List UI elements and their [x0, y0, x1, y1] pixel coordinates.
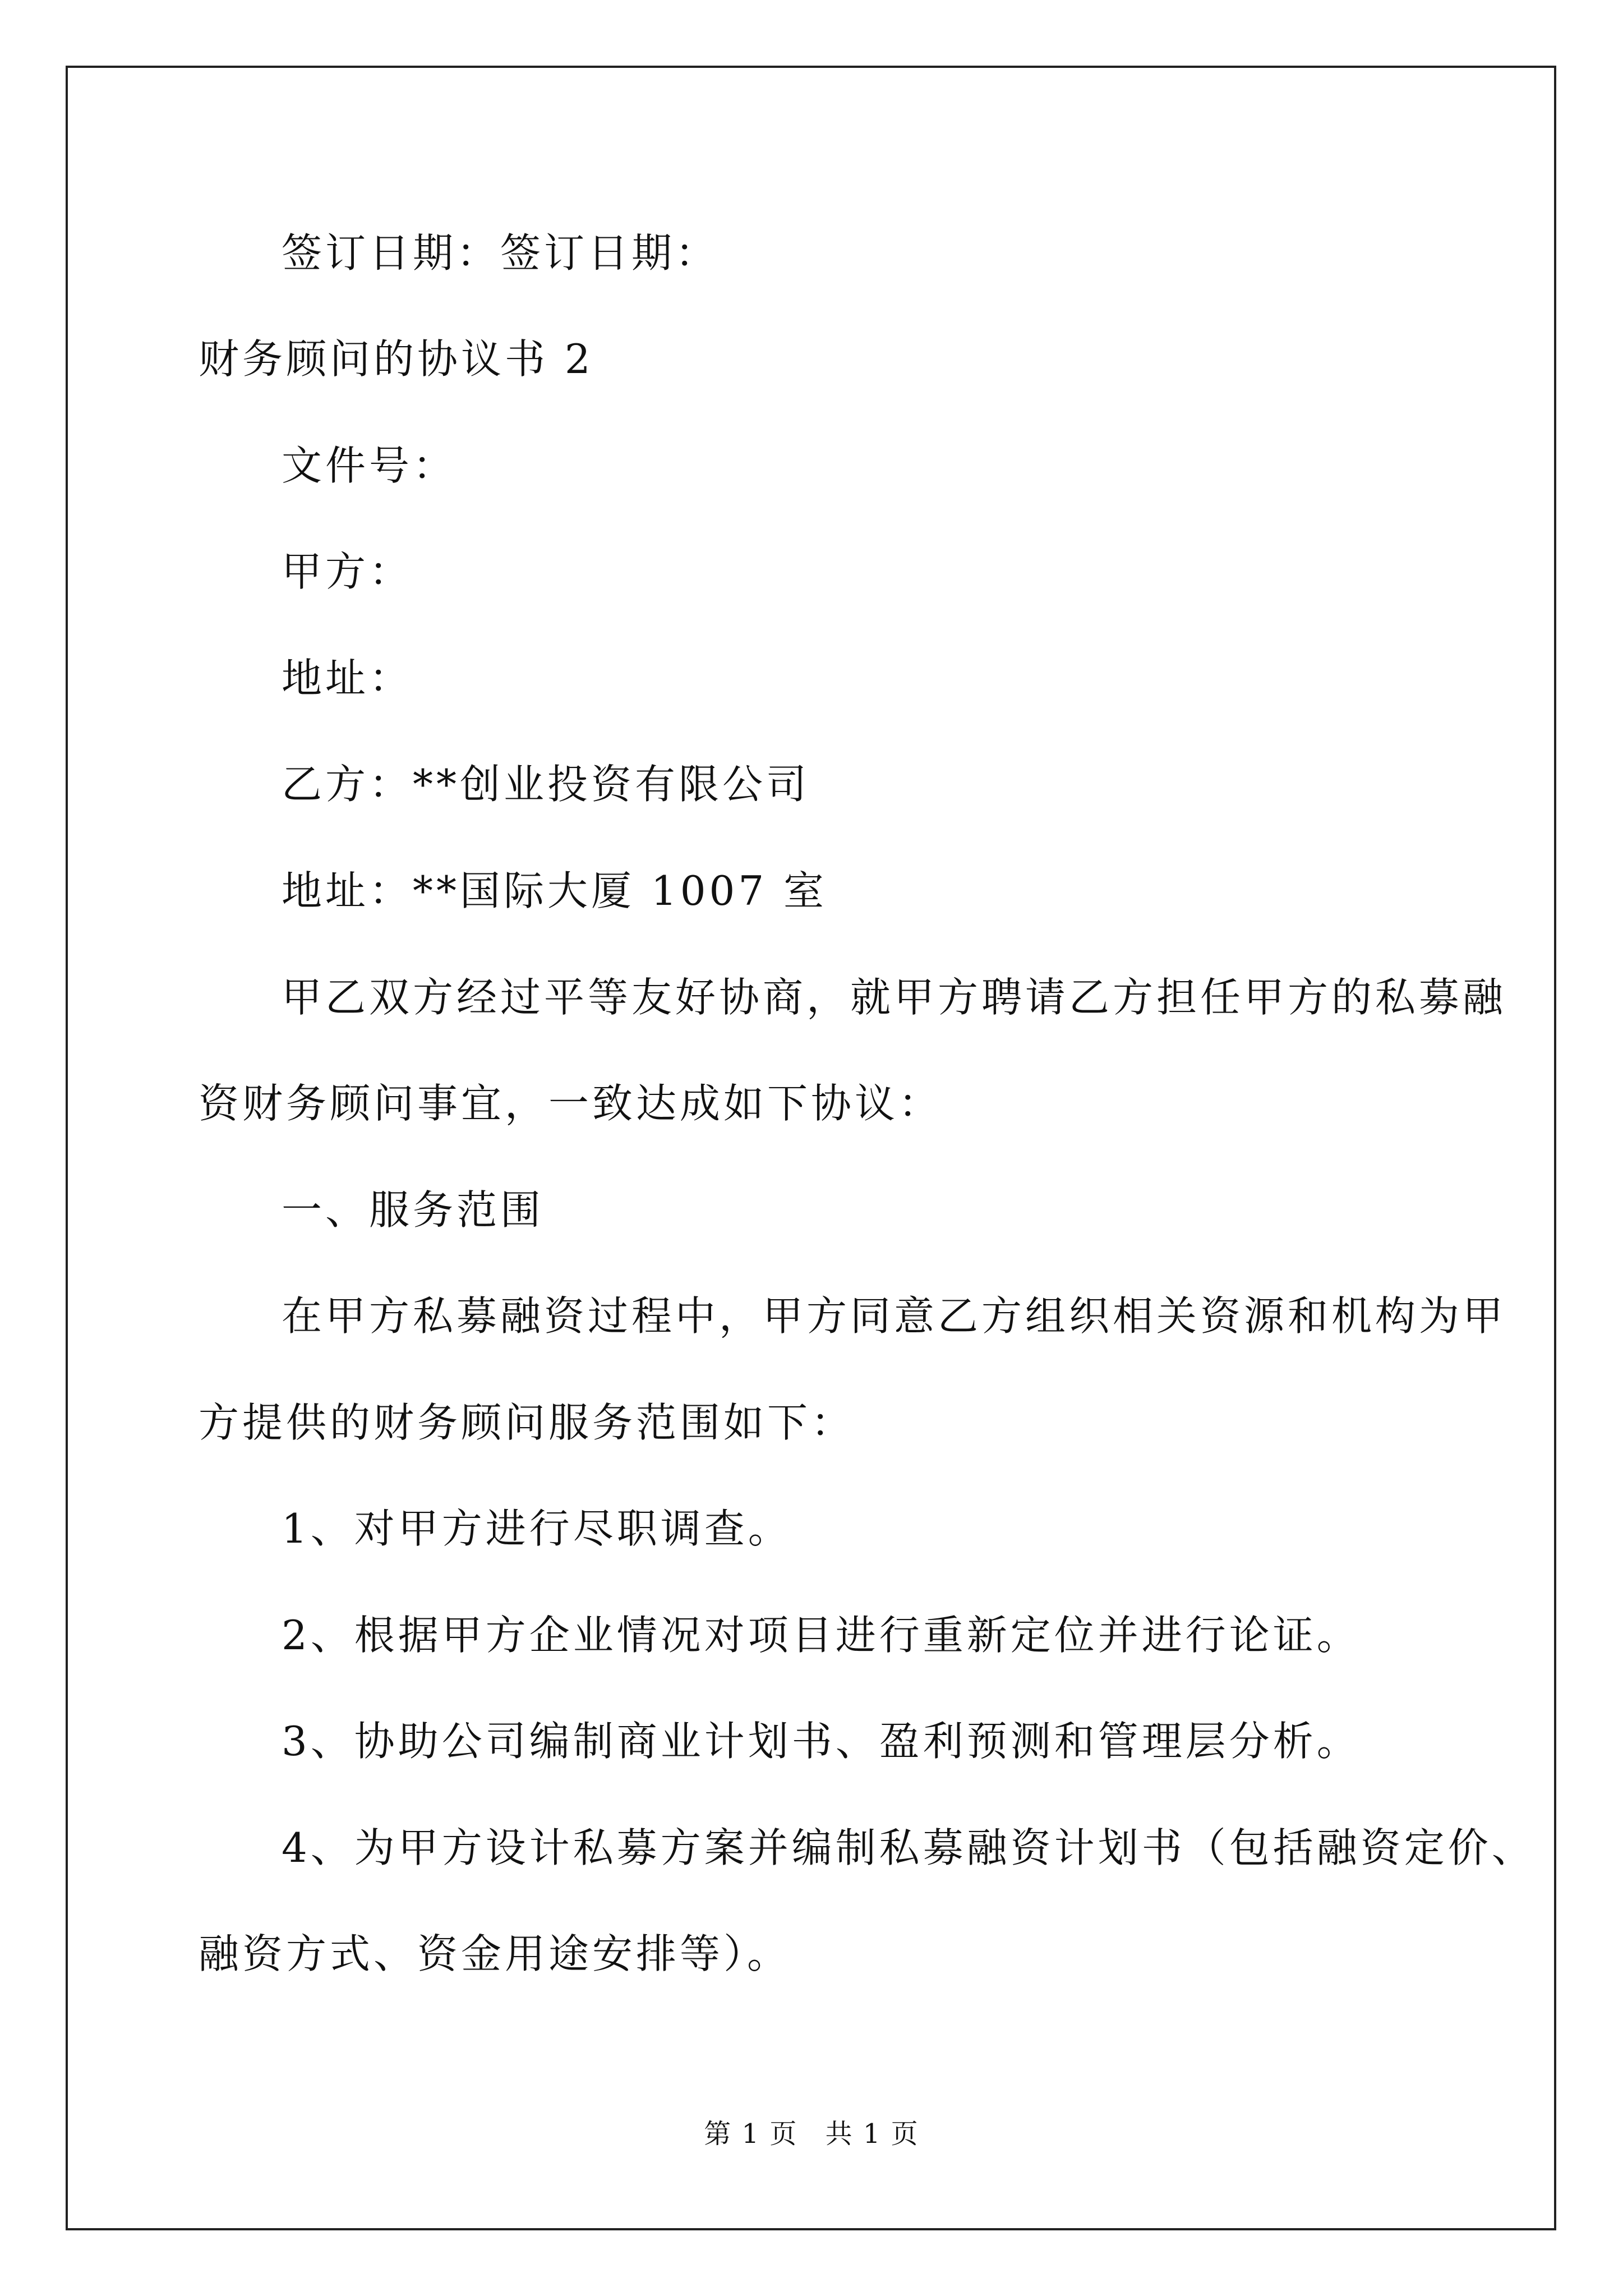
scope-item-4-line-2: 融资方式、资金用途安排等）。 [199, 1930, 791, 1977]
document-title: 财务顾问的协议书 2 [199, 335, 594, 383]
scope-paragraph-line-2: 方提供的财务顾问服务范围如下： [199, 1399, 855, 1446]
page-footer [0, 2116, 1623, 2152]
signing-date-line: 签订日期：签订日期： [282, 229, 720, 277]
party-a-line: 甲方： [282, 548, 413, 595]
scope-item-2: 2、根据甲方企业情况对项目进行重新定位并进行论证。 [282, 1612, 1361, 1659]
scope-item-3: 3、协助公司编制商业计划书、盈利预测和管理层分析。 [282, 1718, 1361, 1765]
preamble-line-1: 甲乙双方经过平等友好协商，就甲方聘请乙方担任甲方的私募融 [282, 974, 1507, 1021]
page-frame [66, 66, 1556, 2230]
scope-item-1: 1、对甲方进行尽职调查。 [282, 1505, 792, 1552]
party-b-line: 乙方：**创业投资有限公司 [282, 761, 810, 808]
page-number: 第 1 页 [704, 2118, 798, 2150]
total-pages: 共 1 页 [825, 2118, 919, 2150]
party-a-address-line: 地址： [282, 655, 413, 702]
party-b-address-line: 地址：**国际大厦 1007 室 [282, 867, 828, 914]
scope-paragraph-line-1: 在甲方私募融资过程中，甲方同意乙方组织相关资源和机构为甲 [282, 1292, 1507, 1340]
preamble-line-2: 资财务顾问事宜，一致达成如下协议： [199, 1080, 943, 1127]
file-number-line: 文件号： [282, 442, 457, 489]
scope-item-4-line-1: 4、为甲方设计私募方案并编制私募融资计划书（包括融资定价、 [282, 1824, 1536, 1871]
section-heading-service-scope: 一、服务范围 [282, 1186, 545, 1234]
